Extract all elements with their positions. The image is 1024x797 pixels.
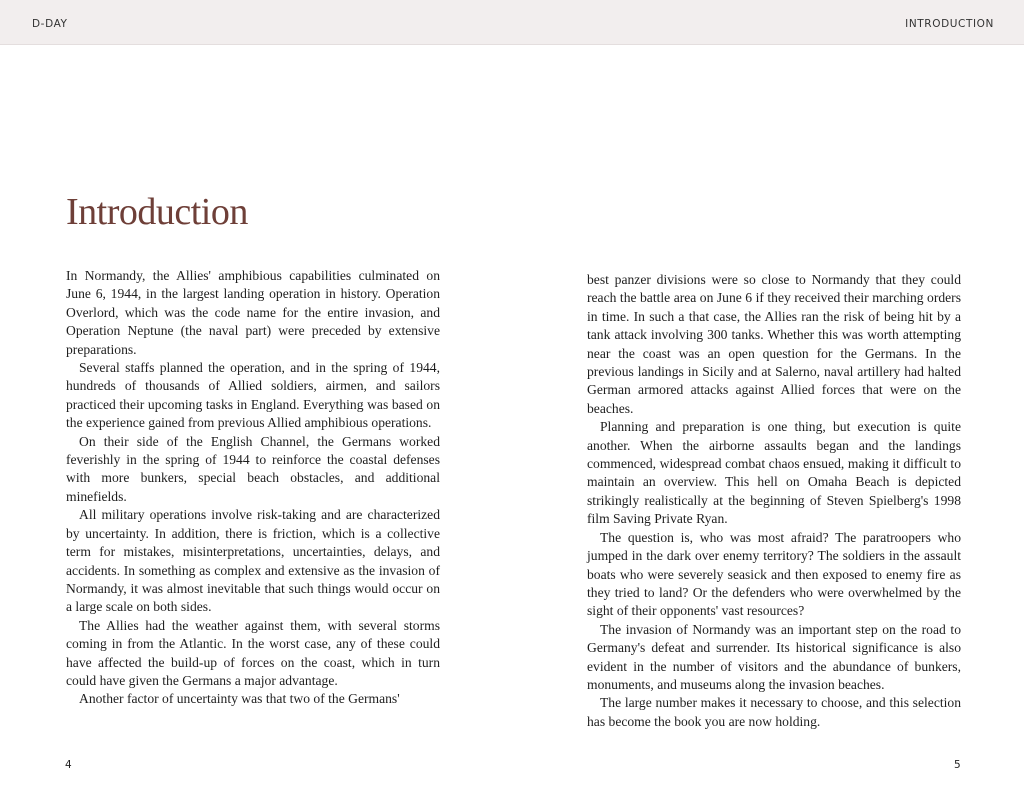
paragraph: best panzer divisions were so close to Normandy that they could reach the battle area on June 6 if they received their marching orders in time. In such a that case, the Allies ran the risk of being hit by a tank attack involving 300 tanks. Whether this was worth attempting near the coast was an open question for the Germans. In the previous landings in Sicily and at Salerno, naval artillery had halted German armored attacks against Allied forces that were on the beaches.	[587, 272, 961, 416]
paragraph: All military operations involve risk-taking and are characterized by uncertainty. In addition, there is friction, which is a collective term for mistakes, misinterpretations, uncertainties, delays, and accidents. In something as complex and extensive as the invasion of Normandy, it was almost inevitable that such things would occur on a large scale on both sides.	[66, 507, 440, 615]
paragraph: The large number makes it necessary to choose, and this selection has become the book you are now holding.	[587, 695, 961, 729]
paragraph: Another factor of uncertainty was that two of the Germans'	[79, 691, 400, 707]
paragraph: Planning and preparation is one thing, but execution is quite another. When the airborne assaults began and the landings commenced, widespread combat chaos ensued, making it difficult to maintain an overview. This hell on Omaha Beach is depicted strikingly realistically at the beginning of Steven Spielberg's 1998 film Saving Private Ryan.	[587, 419, 961, 527]
left-page-text	[66, 267, 440, 709]
header-book-title: D-DAY	[32, 18, 68, 30]
running-header	[0, 0, 1024, 45]
paragraph: The question is, who was most afraid? The paratroopers who jumped in the dark over enemy territory? The soldiers in the assault boats who were severely seasick and then exposed to enemy fire as they tried to land? Or the defenders who were overwhelmed by the sight of their opponents' vast resources?	[587, 529, 961, 619]
paragraph: Several staffs planned the operation, and in the spring of 1944, hundreds of thousands of Allied soldiers, airmen, and sailors practiced their upcoming tasks in England. Everything was based on the experience gained from previous Allied amphibious operations.	[66, 360, 440, 431]
paragraph: The invasion of Normandy was an important step on the road to Germany's defeat and surrender. Its historical significance is also evident in the number of visitors and the abundance of bunkers, monuments, and museums along the invasion beaches.	[587, 621, 961, 692]
chapter-title: Introduction	[66, 191, 248, 233]
paragraph: The Allies had the weather against them, with several storms coming in from the Atlantic. In the worst case, any of these could have affected the build-up of forces on the coast, which in turn could have given the Germans a major advantage.	[66, 617, 440, 688]
header-section-title: INTRODUCTION	[905, 18, 994, 30]
page-number-left: 4	[65, 759, 72, 771]
paragraph: In Normandy, the Allies' amphibious capabilities culminated on June 6, 1944, in the largest landing operation in history. Operation Overlord, which was the code name for the entire invasion, and Operation Neptune (the naval part) were preceded by extensive preparations.	[66, 268, 440, 357]
paragraph: On their side of the English Channel, the Germans worked feverishly in the spring of 1944 to reinforce the coastal defenses with more bunkers, special beach obstacles, and additional minefields.	[66, 433, 440, 504]
page-number-right: 5	[954, 759, 961, 771]
right-page-text	[587, 271, 961, 731]
